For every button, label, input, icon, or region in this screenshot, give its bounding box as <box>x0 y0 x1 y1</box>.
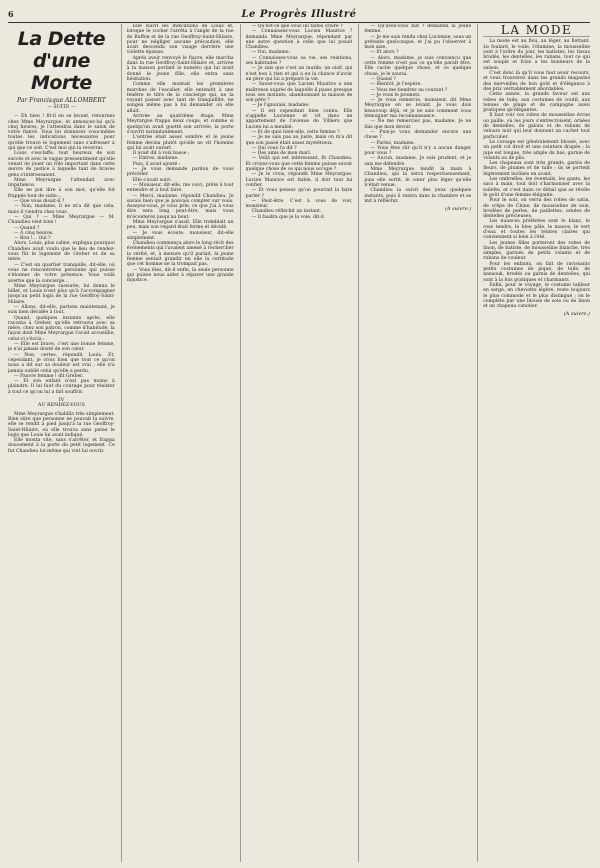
paragraph: Il faut voir ces robes de mousseline écrue ou paille, où les jours s'entrecroisent, ornées de dentelles, de galons et de rubans de velours noir qui leur donnent un cachet tout particulier. <box>483 113 590 140</box>
paragraph: — Elle est brave, c'est une bonne femme, je n'ai jamais douté de son cœur. <box>8 342 115 353</box>
paragraph: — Allons, dit-elle, partons maintenant, je suis bien décidée à tout. <box>8 304 115 316</box>
paragraph: Les jeunes filles porteront des robes de linon, de batiste, de mousseline blanche, très simples, garnies de petits volants et de rubans de couleur. <box>483 240 590 262</box>
paragraph: Arrivée au quatrième étage, Mme Meyrargue frappa deux coups, et comme si quelqu'un avait guetté son arrivée, la porte s'ouvrit instantanément. <box>126 114 234 135</box>
paragraph: — Et alors ? <box>370 50 399 56</box>
paragraph: Enfin, pour le voyage, le costume tailleur en serge, en cheviotte légère, reste toujours le plus commode et le plus distingué ; on le complète par une blouse de soie ou de linon et un chapeau canotier. <box>483 282 590 310</box>
fashion-title: LA MODE <box>483 28 590 37</box>
column-2 <box>121 24 234 862</box>
paragraph: Mme Meyrargue tendit la main à Chandieu, qui la serra respectueusement, puis elle sortit, le cœur plus léger qu'elle n'était venue. <box>364 167 472 188</box>
column-1 <box>8 24 115 862</box>
paragraph: Les ombrelles, les éventails, les gants, les sacs à main, tout doit s'harmoniser avec la toilette, et c'est dans ce détail que se révèle le goût d'une femme élégante. <box>483 177 590 198</box>
newspaper-title: Le Progrès Illustré <box>241 8 357 20</box>
paragraph: — Eh bien ! fit-il en se levant, retournez chez Mme Meyrargue, et annoncez-lui qu'à cinq heures, je l'attendrai dans le salon de votre fiancé. Vous lui donnerez vous-même toutes les indications nécessaires pour qu'elle trouve le logement sans s'adresser à qui que ce soit. C'est moi qui la recevrai. <box>8 114 115 152</box>
paragraph: Quand, quelques instants après, elle raconta à Greber, qu'elle retrouva avec sa mère, chez son patron, comme d'habitude, la façon dont Mme Meyrargue l'avait accueillie, celui-ci s'écria : <box>8 315 115 342</box>
paragraph: La mode est au flou, au léger, au flottant. Le foulard, le voile, l'étamine, la mousseline sont à l'ordre du jour, les batistes, les tissus brodés, les dentelles, les rubans, tout ce qui est souple et frais a les honneurs de la saison. <box>483 39 590 71</box>
paragraph: Les nuances préférées sont le blanc, le rose tendre, le bleu pâle, le mauve, le vert d'eau et toutes les teintes claires qui conviennent si bien à l'été. <box>483 219 590 241</box>
paragraph: Elle monta vite, sans s'arrêter, et frappa doucement à la porte du petit logement. Ce fut Chandieu lui-même qui vint lui ouvrir. <box>8 438 115 454</box>
column-4-text <box>364 24 471 204</box>
column-5 <box>477 24 590 862</box>
paragraph: Louis s'esclaffe, tout heureux de son succès et avec le vague pressentiment qu'elle venait de jouer un rôle important dans cette œuvre de justice à laquelle tant de braves gens s'intéressaient. <box>8 151 115 178</box>
chapter-number: IV <box>58 397 65 404</box>
paragraph: — Bientôt, je l'espère. <box>370 82 422 88</box>
paragraph: Alors, Louis, plus calme, expliqua pourquoi Chandieu avait voulu que le lieu de rendez-vous fût le logement de Greber et de sa mère. <box>8 241 115 263</box>
feuilleton-signature: (A suivre.) <box>444 206 472 213</box>
paragraph: Mme Meyrargue l'attendait avec impatience. <box>8 177 115 189</box>
paragraph: — Savez-vous que Lucien Maurice a une maîtresse auprès de laquelle il passe presque tous ses instants, abandonnant la maison de son père ? <box>245 82 353 104</box>
paragraph: — Ne me remerciez pas, madame. Je ne fais que mon devoir. <box>364 119 472 130</box>
paragraph: Les chapeaux sont très grands, garnis de fleurs, de plumes et de tulle ; ils se portent légèrement inclinés en avant. <box>483 161 590 177</box>
paragraph: C'est donc là qu'il vous faut avoir recours, et vous trouverez dans les grands magasins des merveilles de bon goût et d'élégance à des prix véritablement abordables. <box>483 71 590 92</box>
paragraph: Il avait dit à voix basse : <box>132 151 190 157</box>
column-3 <box>240 24 353 862</box>
paragraph: — Et de quoi tient-elle, cette femme ? <box>251 129 340 135</box>
paragraph: Mme Meyrargue rassurée, lui donna le billet, et Louis n'eut plus qu'à l'accompagner jusqu'au petit logis de la rue Geoffroy-Saint-Hilaire. <box>8 283 115 305</box>
paragraph: — Entrez, madame. <box>132 156 179 162</box>
paragraph: — Merci, madame, répondit Chandieu. Je savais bien que je pouvais compter sur vous. Asseyez-vous, je vous prie, ce que j'ai à vous dire sera long peut-être, mais vous m'écouterez jusqu'au bout. <box>126 193 234 220</box>
column-1b-text <box>8 412 115 454</box>
feuilleton-byline: Par Francisque ALLOMBERT <box>17 97 106 104</box>
paragraph: — Bon !… Oui ? <box>14 236 51 242</box>
paragraph: — Qu'est-ce que vous lui faites croire ? <box>251 24 343 29</box>
paragraph: — Je vous écoute, monsieur, dit-elle simplement. <box>126 230 234 241</box>
paragraph: Chandieu la suivit des yeux quelques instants, puis il rentra dans la chambre et se mit à réfléchir. <box>364 188 472 204</box>
paragraph: — Je sais que c'est un inutile, un oisif, qui n'est bon à rien et qui a eu la chance d'avoir un père qui lui a préparé la vie. <box>245 66 353 82</box>
paragraph: — Oui, madame. <box>251 50 291 56</box>
paragraph: — Je vous remercie, monsieur, dit Mme Meyrargue en se levant. Je vous dois beaucoup déjà, et je ne sais comment vous témoigner ma reconnaissance. <box>364 98 472 120</box>
paragraph: Puis, il avait ajouté : <box>132 161 181 167</box>
column-4 <box>358 24 471 862</box>
paragraph: — Monsieur, dit-elle, me voici, prête à tout entendre et à tout faire. <box>126 182 234 194</box>
paragraph: — Aucun, madame. Je suis prudent, et je sais me défendre. <box>364 156 472 167</box>
paragraph: — Quand ? <box>370 76 396 82</box>
paragraph: L'entrée était assez sombre et le jeune femme devina plutôt qu'elle ne vit l'homme qui lui avait ouvert. <box>126 135 234 151</box>
paragraph: Elle ne put dire à son mot, qu'elle fut frappée tout de suite… <box>8 188 115 199</box>
feuilleton-title: La Dette d'une Morte <box>17 28 106 94</box>
paragraph: — Que vous disait-il ? <box>14 199 65 205</box>
paragraph: — A cinq heures. <box>14 230 54 236</box>
fashion-signature: (A suivre.) <box>563 311 590 318</box>
paragraph: — Je ne sais pas au juste, mais on m'a dit que son passé était assez mystérieux. <box>245 135 353 146</box>
paragraph: — Et son enfant n'est pas moins à plaindre. Il lui faut du courage pour résister à tout ce qu'on lui a fait souffrir. <box>8 379 115 395</box>
paragraph: — Et vous pensez qu'on pourrait la faire parler ? <box>245 188 353 199</box>
paragraph: — Vous me tiendrez au courant ? <box>370 87 448 93</box>
page-number: 6 <box>8 9 14 19</box>
paragraph: — Il faudra que je la voie, dit-il. <box>251 214 326 220</box>
paragraph: Comme elle montait les premières marches de l'escalier, elle entendit à une fenêtre le titre de la concierge qui, ne la voyant passer avec tant de tranquillité, ne songea même pas à lui demander où elle allait. <box>126 82 234 114</box>
article-columns <box>8 24 590 862</box>
chapter-title: AU RENDEZ-VOUS <box>37 403 85 409</box>
paragraph: — Je le crois, répondit Mme Meyrargue. Lucien Maurice est faible, il doit tout lui confier. <box>245 172 353 188</box>
paragraph: — Je l'ignorais, madame. <box>251 103 310 109</box>
paragraph: — Pauvre femme ! dit Greber. <box>14 373 84 379</box>
paragraph: — Parlez, madame. <box>370 140 416 146</box>
paragraph: Le corsage est généralement blousé, avec un petit col droit et une ceinture drapée ; la jupe est longue, très ample du bas, garnie de volants ou de plis. <box>483 139 590 161</box>
paragraph: — Connaissez-vous Lucien Maurice ? demanda Mme Meyrargue, répondant par une autre question à celle que lui posait Chandieu. <box>245 29 353 51</box>
paragraph: — Je vous le promets. <box>370 92 421 98</box>
paragraph: — Peut-être. C'est à vous de voir, monsieur. <box>245 198 353 210</box>
paragraph: — C'est un quartier tranquille, dit-elle, où vous ne rencontrerez personne qui puisse s'étonner de votre présence. Vous voilà avertie que la concierge… <box>8 262 115 284</box>
paragraph: Cette année, la grande faveur est aux robes de toile, aux costumes de coutil, aux tenues de plage et de campagne aussi pratiques qu'élégantes. <box>483 92 590 114</box>
paragraph: — Vous êtes sûr qu'il n'y a aucun danger pour vous ? <box>364 145 472 157</box>
paragraph: — Alors, madame, je suis convaincu que cette femme n'est pas ce qu'elle paraît être. Elle cache quelque chose, et ce quelque chose, je le saurai. <box>364 55 472 77</box>
paragraph: — Puis-je vous demander encore une chose ? <box>364 129 472 141</box>
paragraph: — Qui vous l'a dit ? <box>251 145 297 151</box>
paragraph: — Non, madame, il ne m'a dit que cela, mais il viendra chez vous. <box>8 204 115 215</box>
paragraph: — Non, certes, répondit Louis. Et, cependant, je crois bien que tout ce qu'on nous a dit sur sa douleur est vrai ; elle n'a jamais oublié celui qu'elle a perdu. <box>8 352 115 374</box>
paragraph: Mme Meyrargue s'assit. Elle tremblait un peu, mais son regard était ferme et décidé. <box>126 219 234 231</box>
paragraph: — Il est cependant bien connu. Elle s'appelle Lucienne et vit dans un appartement de l'avenue de Villiers que Lucien lui a meublé. <box>245 108 353 130</box>
column-1-text <box>8 114 115 395</box>
column-3-text <box>246 24 353 220</box>
paragraph: — Je vous demande pardon de vous précéder. <box>126 167 234 178</box>
paragraph: — Voilà qui est intéressant, fit Chandieu. Et croyez-vous que cette femme puisse savoir quelque chose de ce qui nous occupe ? <box>245 156 353 173</box>
paragraph: Chandieu réfléchit un instant. <box>251 209 322 215</box>
paragraph: Pour le soir, on verra des robes de satin, de crêpe de Chine, de mousseline de soie, brodées de perles, de paillettes, ornées de dentelles précieuses. <box>483 198 590 220</box>
paragraph: — Des amis de mon mari. <box>251 151 312 157</box>
paragraph: Elle s'avait suivi. <box>132 177 173 183</box>
page-header <box>8 6 590 23</box>
paragraph: — Connaissez-vous sa vie, ses relations, ses habitudes ? <box>245 55 353 67</box>
paragraph: — Vous êtes, dit-il enfin, la seule personne qui puisse nous aider à réparer une grande injustice. <box>126 267 234 284</box>
fashion-text <box>483 39 590 309</box>
paragraph: Après avoir renvoyé le fiacre, elle marcha dans la rue Geoffroy-Saint-Hilaire et, arrivée à la maison portant le numéro qui lui avait donné le jeune fille, elle entra sans hésitation. <box>126 55 234 82</box>
paragraph: — Qui ? — Mme Meyrargue — M. Chandieu veut bien ! <box>8 214 115 226</box>
paragraph: Mme Meyrargue s'habilla très simplement. Bien sûre que personne ne pouvait la suivre, elle se rendit à pied jusqu'à la rue Geoffroy-Saint-Hilaire, où elle trouva sans peine le logis que Louis lui avait indiqué. <box>8 411 115 438</box>
paragraph: Elle suivit les indications de Louis et, lorsque le cocher l'arrêta à l'angle de la rue de Buffon et de la rue Geoffroy-Saint-Hilaire, pour ne négliger aucune précaution, elle avait descendu son visage derrière une voilette épaisse. <box>126 24 234 56</box>
paragraph: Pour les enfants, on fait de ravissants petits costumes de piqué, de toile, de nansouk, brodés ou garnis de dentelles, qui sont à la fois pratiques et charmants. <box>483 261 590 283</box>
paragraph: — Je me suis rendu chez Lucienne, sous un prétexte quelconque, et j'ai pu l'observer à mon aise. <box>364 34 472 51</box>
column-2-text <box>127 24 234 284</box>
paragraph: — Qu'avez-vous fait ? demanda la jeune femme. <box>364 24 472 35</box>
paragraph: — Quand ? <box>14 225 40 231</box>
feuilleton-part: — SUITE — <box>47 105 76 110</box>
paragraph: Chandieu commença alors le long récit des événements qui l'avaient amené à rechercher la vérité, et, à mesure qu'il parlait, la jeune femme sentait grandir en elle la certitude que cet homme ne la trompait pas. <box>126 241 234 268</box>
